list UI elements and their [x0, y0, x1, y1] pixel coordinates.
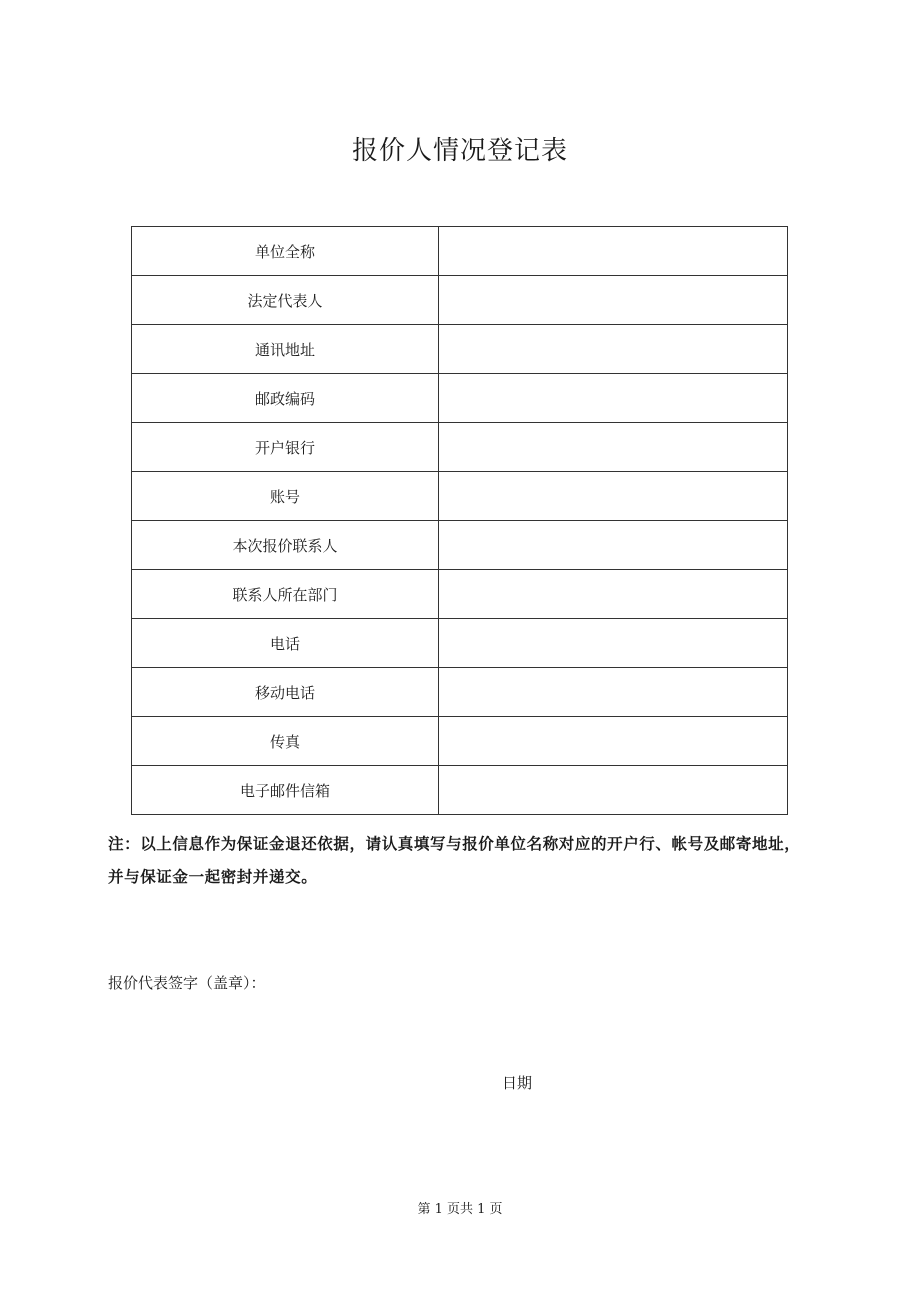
- row-value-field[interactable]: [439, 668, 788, 717]
- note-text: 注：以上信息作为保证金退还依据，请认真填写与报价单位名称对应的开户行、帐号及邮寄地址，并与保证金一起密封并递交。: [108, 835, 801, 886]
- row-value-field[interactable]: [439, 570, 788, 619]
- row-value-field[interactable]: [439, 521, 788, 570]
- signature-label: 报价代表签字（盖章）：: [108, 974, 266, 992]
- table-row: [132, 766, 788, 815]
- row-label: 邮政编码: [132, 374, 439, 423]
- row-label: 传真: [132, 717, 439, 766]
- row-label: 法定代表人: [132, 276, 439, 325]
- table-row: [132, 619, 788, 668]
- row-label: 通讯地址: [132, 325, 439, 374]
- table-row: [132, 472, 788, 521]
- table-row: [132, 374, 788, 423]
- row-value-field[interactable]: [439, 276, 788, 325]
- table-row: [132, 276, 788, 325]
- row-label: 电子邮件信箱: [132, 766, 439, 815]
- row-label: 账号: [132, 472, 439, 521]
- table-row: [132, 521, 788, 570]
- table-row: [132, 570, 788, 619]
- row-value-field[interactable]: [439, 619, 788, 668]
- row-label: 电话: [132, 619, 439, 668]
- document-title: 报价人情况登记表: [351, 136, 568, 166]
- row-value-field[interactable]: [439, 227, 788, 276]
- row-value-field[interactable]: [439, 325, 788, 374]
- row-label: 移动电话: [132, 668, 439, 717]
- row-value-field[interactable]: [439, 472, 788, 521]
- registration-table: [131, 226, 788, 815]
- row-value-field[interactable]: [439, 717, 788, 766]
- page-footer: 第 1 页共 1 页: [417, 1202, 503, 1217]
- row-label: 联系人所在部门: [132, 570, 439, 619]
- row-label: 单位全称: [132, 227, 439, 276]
- table-row: [132, 423, 788, 472]
- table-row: [132, 717, 788, 766]
- table-row: [132, 325, 788, 374]
- row-label: 开户银行: [132, 423, 439, 472]
- table-row: [132, 668, 788, 717]
- row-label: 本次报价联系人: [132, 521, 439, 570]
- row-value-field[interactable]: [439, 766, 788, 815]
- row-value-field[interactable]: [439, 374, 788, 423]
- table-row: [132, 227, 788, 276]
- date-label: 日期: [502, 1074, 533, 1092]
- row-value-field[interactable]: [439, 423, 788, 472]
